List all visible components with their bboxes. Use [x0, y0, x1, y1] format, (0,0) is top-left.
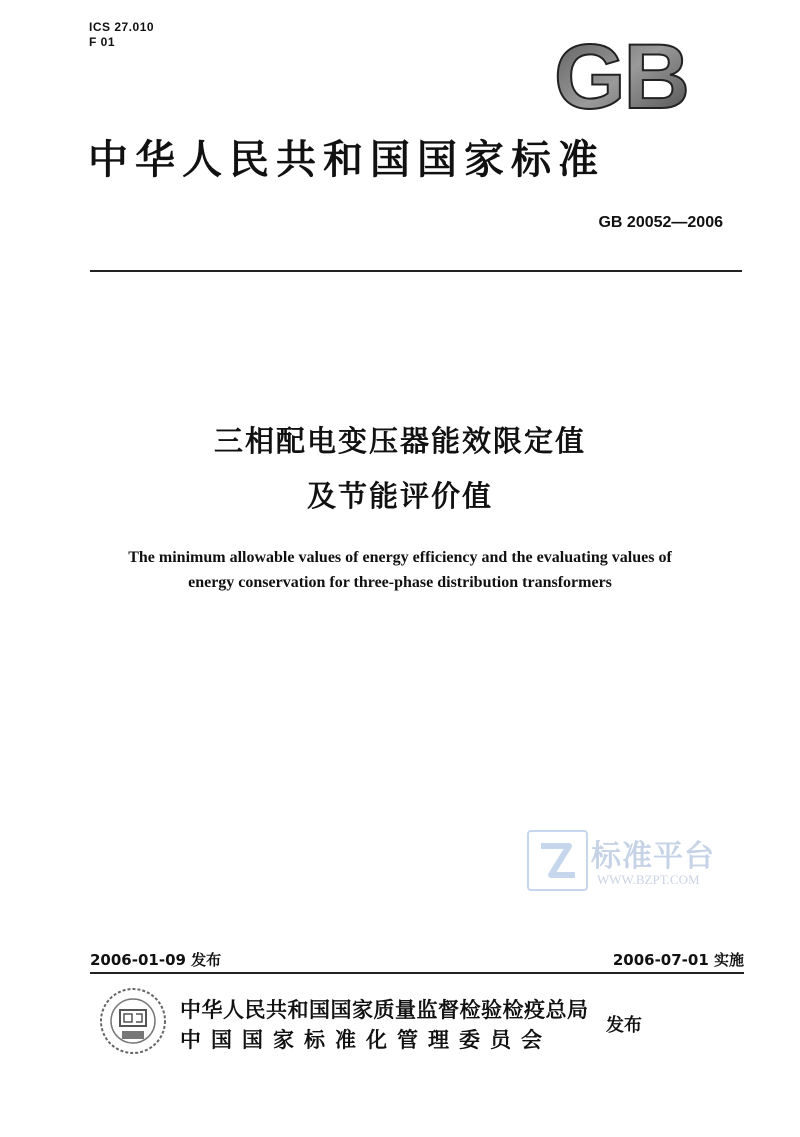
- ics-code: ICS 27.010: [89, 20, 155, 34]
- chinese-title-line-2: 及节能评价值: [306, 479, 493, 513]
- chinese-title-line-1: 三相配电变压器能效限定值: [213, 424, 586, 458]
- watermark-text: 标准平台: [591, 839, 715, 874]
- issue-date: 2006-01-09 发布: [90, 951, 222, 969]
- implement-date: 2006-07-01 实施: [612, 951, 744, 969]
- official-seal-icon: [98, 986, 168, 1056]
- watermark-url: WWW.BZPT.COM: [597, 872, 700, 887]
- svg-text:GB: GB: [554, 36, 688, 116]
- english-title-line-1: The minimum allowable values of energy efficiency and the evaluating values of: [128, 549, 672, 566]
- national-standard-title: 中华人民共和国国家标准: [88, 137, 605, 183]
- header-divider: [90, 270, 742, 272]
- classification-codes: [89, 20, 154, 50]
- issuer-line-1: 中华人民共和国国家质量监督检验检疫总局: [180, 998, 589, 1022]
- gb-logo: [545, 36, 697, 116]
- issuer-line-2: 中国国家标准化管理委员会: [180, 1028, 552, 1052]
- english-title-line-2: energy conservation for three-phase distribution transformers: [188, 574, 612, 591]
- publish-label: 发布: [606, 1015, 642, 1036]
- watermark-logo-icon: [527, 830, 588, 891]
- standard-number: GB 20052—2006: [598, 214, 723, 231]
- footer-divider: [90, 972, 744, 974]
- category-code: F 01: [89, 35, 116, 49]
